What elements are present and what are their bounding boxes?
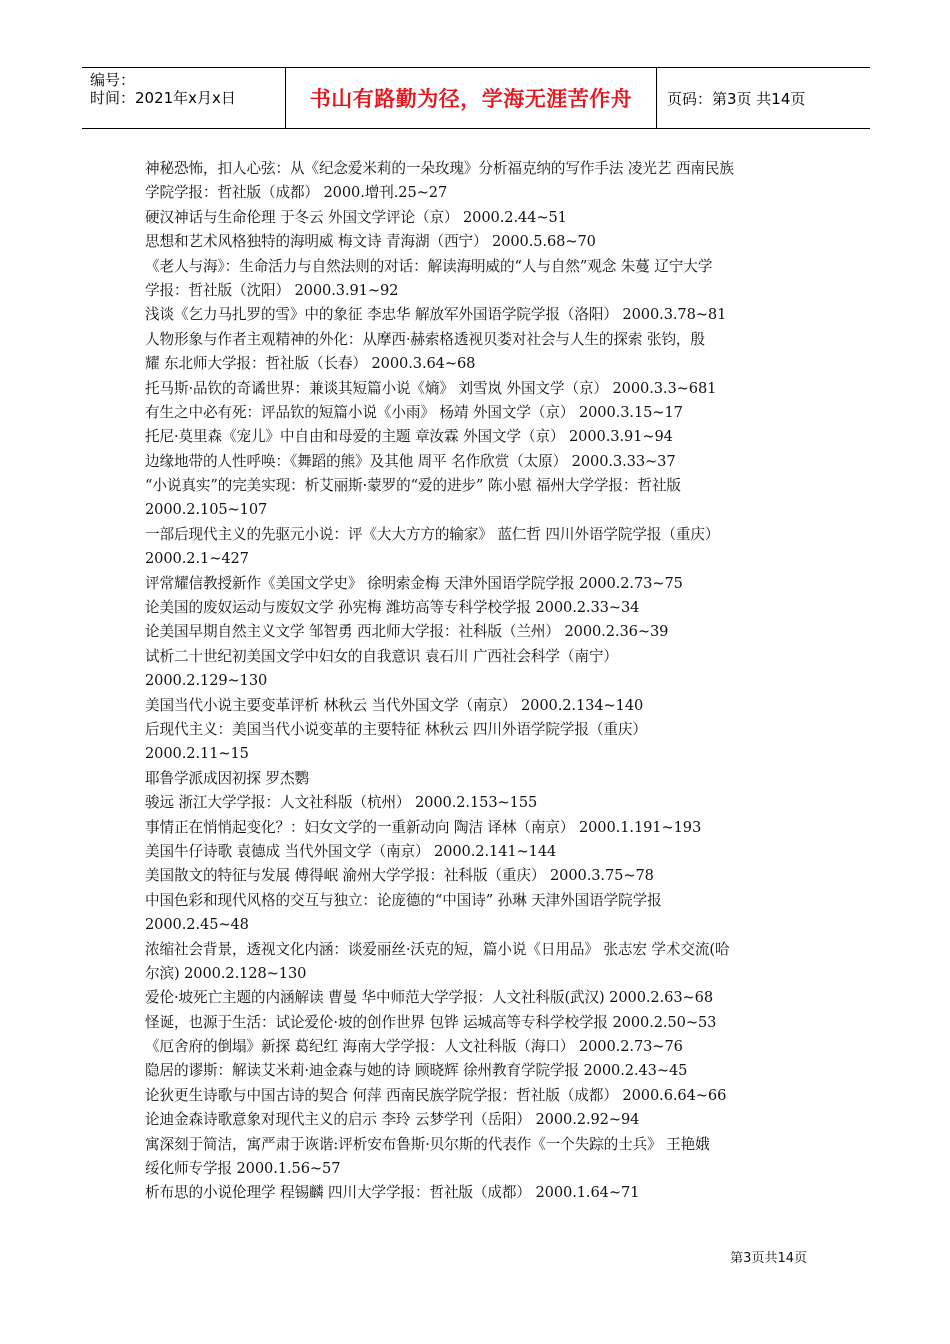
bibliography-line: 耶鲁学派成因初探 罗杰鹦 (145, 769, 309, 787)
bibliography-line: 爱伦·坡死亡主题的内涵解读 曹曼 华中师范大学学报：人文社科版(武汉) 2000.2.63~68 (145, 989, 714, 1007)
bibliography-line: “小说真实”的完美实现：析艾丽斯·蒙罗的“爱的进步” 陈小慰 福州大学学报：哲社版 (145, 477, 681, 495)
bibliography-line: 人物形象与作者主观精神的外化：从摩西·赫索格透视贝娄对社会与人生的探索 张钧，殷 (145, 330, 705, 348)
header-motto: 书山有路勤为径，学海无涯苦作舟 (285, 68, 657, 128)
bibliography-line: 有生之中必有死：评品钦的短篇小说《小雨》 杨靖 外国文学（京） 2000.3.15~17 (145, 403, 683, 421)
bibliography-line: 边缘地带的人性呼唤：《舞蹈的熊》及其他 周平 名作欣赏（太原） 2000.3.33~37 (145, 452, 676, 470)
bibliography-line: 美国散文的特征与发展 傅得岷 渝州大学学报：社科版（重庆） 2000.3.75~78 (145, 867, 654, 885)
document-number-label: 编号： (90, 71, 136, 89)
bibliography-line: 事情正在悄悄起变化？：妇女文学的一重新动向 陶洁 译林（南京） 2000.1.191~193 (145, 818, 702, 836)
bibliography-line: 《老人与海》：生命活力与自然法则的对话：解读海明威的“人与自然”观念 朱蔓 辽宁大学 (145, 257, 713, 275)
bibliography-line: 美国当代小说主要变革评析 林秋云 当代外国文学（南京） 2000.2.134~140 (145, 696, 644, 714)
document-date-label: 时间：2021年x月x日 (90, 89, 236, 107)
bibliography-line: 尔滨) 2000.2.128~130 (145, 964, 307, 982)
bibliography-line: 评常耀信教授新作《美国文学史》 徐明索金梅 天津外国语学院学报 2000.2.73~75 (145, 574, 683, 592)
header-info (82, 68, 285, 128)
bibliography-line: 析布思的小说伦理学 程锡麟 四川大学学报：哲社版（成都） 2000.1.64~71 (145, 1184, 640, 1202)
bibliography-line: 耀 东北师大学报：哲社版（长春） 2000.3.64~68 (145, 355, 476, 373)
bibliography-line: 中国色彩和现代风格的交互与独立：论庞德的“中国诗” 孙琳 天津外国语学院学报 (145, 891, 662, 909)
bibliography-line: 《厄舍府的倒塌》新探 葛纪红 海南大学学报：人文社科版（海口） 2000.2.73~76 (145, 1038, 683, 1056)
bibliography-line: 浅谈《乞力马扎罗的雪》中的象征 李忠华 解放军外国语学院学报（洛阳） 2000.3.78~81 (145, 306, 727, 324)
bibliography-line: 托尼·莫里森《宠儿》中自由和母爱的主题 章汝霖 外国文学（京） 2000.3.91~94 (145, 428, 673, 446)
bibliography-line: 托马斯·品钦的奇谲世界：兼谈其短篇小说《熵》 刘雪岚 外国文学（京） 2000.3.3~681 (145, 379, 717, 397)
bibliography-line: 2000.2.45~48 (145, 916, 249, 934)
page-header (82, 67, 870, 129)
bibliography-line: 试析二十世纪初美国文学中妇女的自我意识 袁石川 广西社会科学（南宁） (145, 647, 618, 665)
bibliography-list (145, 157, 835, 1206)
bibliography-line: 隐居的谬斯：解读艾米莉·迪金森与她的诗 顾晓辉 徐州教育学院学报 2000.2.43~45 (145, 1062, 688, 1080)
header-page-number: 页码：第3页 共14页 (667, 89, 806, 108)
bibliography-line: 2000.2.1~427 (145, 550, 249, 568)
bibliography-line: 论迪金森诗歌意象对现代主义的启示 李玲 云梦学刊（岳阳） 2000.2.92~94 (145, 1111, 640, 1129)
bibliography-line: 硬汉神话与生命伦理 于冬云 外国文学评论（京） 2000.2.44~51 (145, 208, 567, 226)
bibliography-line: 论美国早期自然主义文学 邹智勇 西北师大学报：社科版（兰州） 2000.2.36~39 (145, 623, 669, 641)
bibliography-line: 绥化师专学报 2000.1.56~57 (145, 1160, 341, 1178)
bibliography-line: 怪诞，也源于生活：试论爱伦·坡的创作世界 包铧 运城高等专科学校学报 2000.2.50~53 (145, 1013, 717, 1031)
bibliography-line: 思想和艺术风格独特的海明威 梅文诗 青海湖（西宁） 2000.5.68~70 (145, 233, 596, 251)
bibliography-line: 骏远 浙江大学学报：人文社科版（杭州） 2000.2.153~155 (145, 794, 538, 812)
bibliography-line: 学报：哲社版（沈阳） 2000.3.91~92 (145, 281, 399, 299)
bibliography-line: 一部后现代主义的先驱元小说：评《大大方方的输家》 蓝仁哲 四川外语学院学报（重庆） (145, 525, 720, 543)
bibliography-line: 浓缩社会背景，透视文化内涵：谈爱丽丝·沃克的短，篇小说《日用品》 张志宏 学术交流(哈 (145, 940, 730, 958)
bibliography-line: 2000.2.11~15 (145, 745, 249, 763)
bibliography-line: 后现代主义：美国当代小说变革的主要特征 林秋云 四川外语学院学报（重庆） (145, 720, 647, 738)
bibliography-line: 论狄更生诗歌与中国古诗的契合 何萍 西南民族学院学报：哲社版（成都） 2000.6.64~66 (145, 1086, 727, 1104)
bibliography-line: 2000.2.105~107 (145, 501, 268, 519)
bibliography-line: 论美国的废奴运动与废奴文学 孙宪梅 潍坊高等专科学校学报 2000.2.33~34 (145, 599, 640, 617)
bibliography-line: 神秘恐怖，扣人心弦：从《纪念爱米莉的一朵玫瑰》分析福克纳的写作手法 凌光艺 西南民族 (145, 160, 734, 177)
bibliography-line: 美国牛仔诗歌 袁德成 当代外国文学（南京） 2000.2.141~144 (145, 842, 557, 860)
bibliography-line: 学院学报：哲社版（成都） 2000.增刊.25~27 (145, 184, 448, 202)
bibliography-line: 寓深刻于简洁，寓严肃于诙谐:评析安布鲁斯·贝尔斯的代表作《一个失踪的士兵》 王艳娥 (145, 1135, 710, 1153)
page-footer: 第3页共14页 (730, 1251, 807, 1266)
bibliography-line: 2000.2.129~130 (145, 672, 268, 690)
